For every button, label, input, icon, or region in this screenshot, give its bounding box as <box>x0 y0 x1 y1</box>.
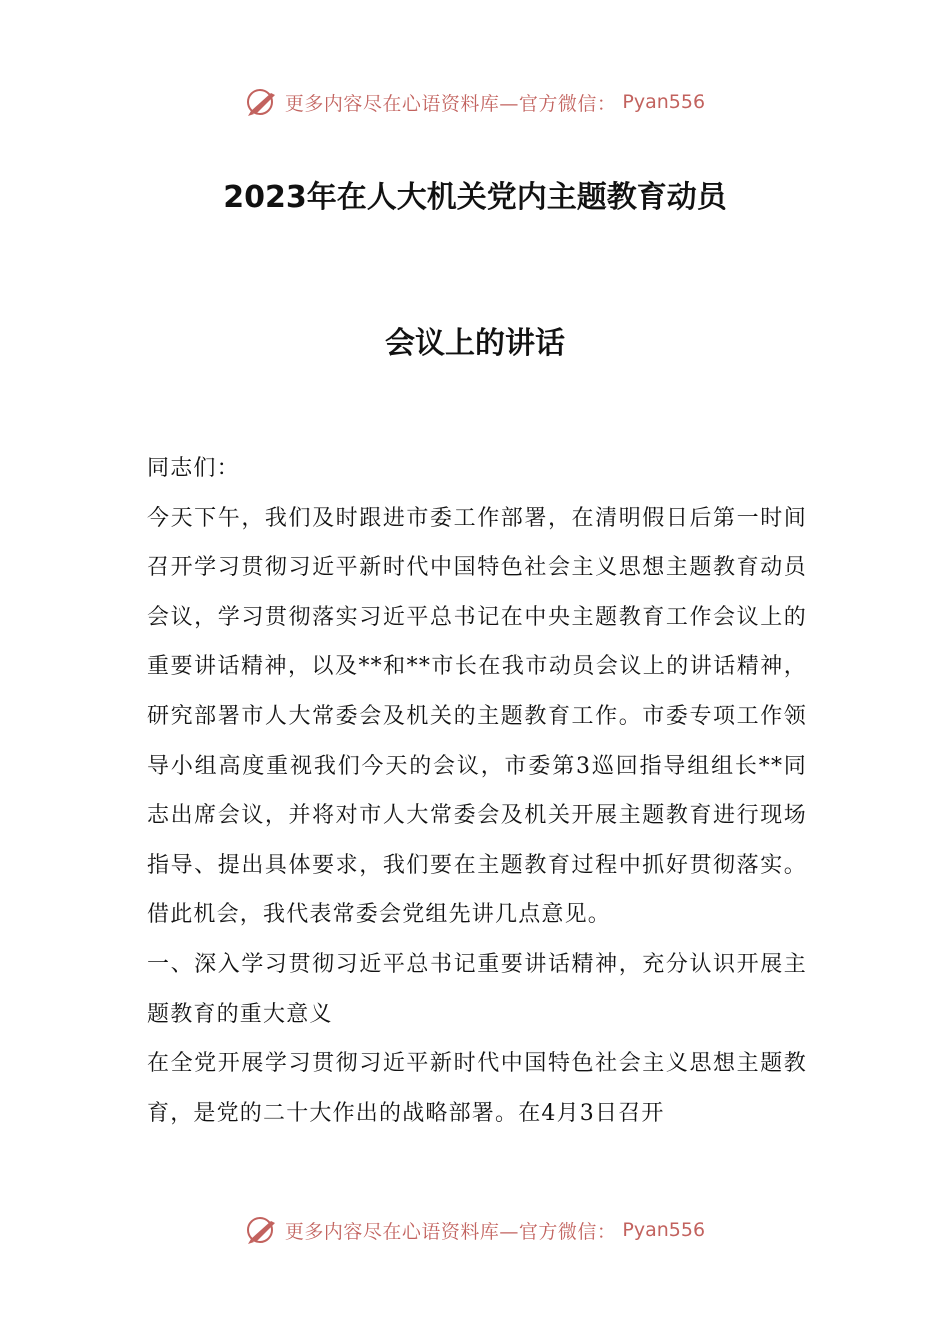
section-heading-1: 一、深入学习贯彻习近平总书记重要讲话精神，充分认识开展主题教育的重大意义 <box>147 951 807 1027</box>
watermark-wechat-id: Pyan556 <box>622 1219 706 1241</box>
document-body <box>147 444 807 1138</box>
salutation: 同志们： <box>147 456 240 481</box>
pen-logo-icon <box>245 85 279 119</box>
paragraph-intro: 今天下午，我们及时跟进市委工作部署，在清明假日后第一时间召开学习贯彻习近平新时代中国特色社会主义思想主题教育动员会议，学习贯彻落实习近平总书记在中央主题教育工作会议上的重要讲话精神，以及**和**市长在我市动员会议上的讲话精神，研究部署市人大常委会及机关的主题教育工作。市委专项工作领导小组高度重视我们今天的会议，市委第3巡回指导组组长**同志出席会议，并将对市人大常委会及机关开展主题教育进行现场指导、提出具体要求，我们要在主题教育过程中抓好贯彻落实。借此机会，我代表常委会党组先讲几点意见。 <box>147 505 807 928</box>
watermark-wechat-id: Pyan556 <box>622 91 706 113</box>
document-title-line-1: 2023年在人大机关党内主题教育动员 <box>223 180 727 215</box>
watermark-text: 更多内容尽在心语资料库—官方微信： <box>284 1220 617 1243</box>
pen-logo-icon <box>245 1213 279 1247</box>
footer-watermark <box>0 1210 950 1250</box>
watermark-text: 更多内容尽在心语资料库—官方微信： <box>284 92 617 115</box>
document-title-line-2: 会议上的讲话 <box>385 326 565 361</box>
header-watermark <box>0 82 950 122</box>
paragraph-section-1: 在全党开展学习贯彻习近平新时代中国特色社会主义思想主题教育，是党的二十大作出的战略部署。在4月3日召开 <box>147 1051 807 1126</box>
